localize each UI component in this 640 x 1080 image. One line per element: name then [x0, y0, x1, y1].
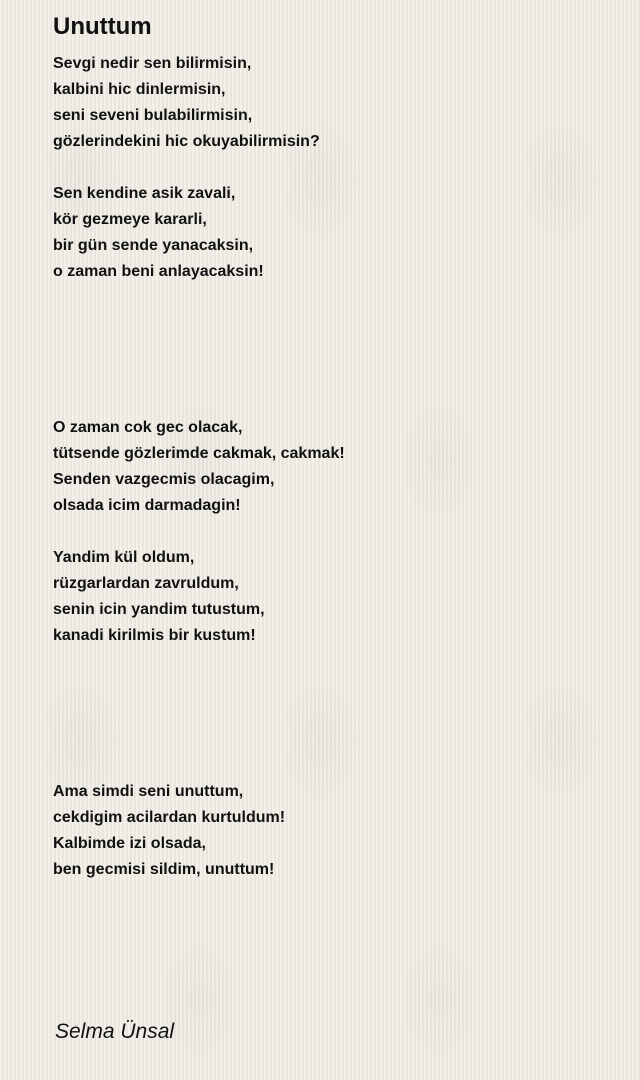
- poem-line: seni seveni bulabilirmisin,: [53, 107, 253, 124]
- poem-line: o zaman beni anlayacaksin!: [53, 263, 264, 280]
- stanza: [53, 415, 613, 519]
- poem-line: kör gezmeye kararli,: [53, 211, 207, 228]
- stanza-gap: [53, 649, 613, 779]
- poem-line: Yandim kül oldum,: [53, 549, 195, 566]
- poem-line: Senden vazgecmis olacagim,: [53, 471, 275, 488]
- poem-line: gözlerindekini hic okuyabilirmisin?: [53, 133, 320, 150]
- stanza-gap: [53, 155, 613, 181]
- poem-line: Sevgi nedir sen bilirmisin,: [53, 55, 252, 72]
- stanza: [53, 779, 613, 883]
- stanza: [53, 51, 613, 155]
- poem-line: Kalbimde izi olsada,: [53, 835, 206, 852]
- poem-line: ben gecmisi sildim, unuttum!: [53, 861, 275, 878]
- poem-line: cekdigim acilardan kurtuldum!: [53, 809, 286, 826]
- poem-line: O zaman cok gec olacak,: [53, 419, 243, 436]
- poem-line: rüzgarlardan zavruldum,: [53, 575, 239, 592]
- stanza: [53, 545, 613, 649]
- stanza-gap: [53, 285, 613, 415]
- poem-line: olsada icim darmadagin!: [53, 497, 241, 514]
- poem-title: Unuttum: [53, 13, 152, 40]
- poem-line: kalbini hic dinlermisin,: [53, 81, 226, 98]
- poem-line: bir gün sende yanacaksin,: [53, 237, 254, 254]
- poem-line: senin icin yandim tutustum,: [53, 601, 265, 618]
- stanza-gap: [53, 519, 613, 545]
- poem-line: kanadi kirilmis bir kustum!: [53, 627, 256, 644]
- poem-line: tütsende gözlerimde cakmak, cakmak!: [53, 445, 345, 462]
- stanza: [53, 181, 613, 285]
- poem-line: Sen kendine asik zavali,: [53, 185, 236, 202]
- poem-line: Ama simdi seni unuttum,: [53, 783, 244, 800]
- poem-body: [53, 51, 613, 883]
- poem-author: Selma Ünsal: [55, 1020, 175, 1043]
